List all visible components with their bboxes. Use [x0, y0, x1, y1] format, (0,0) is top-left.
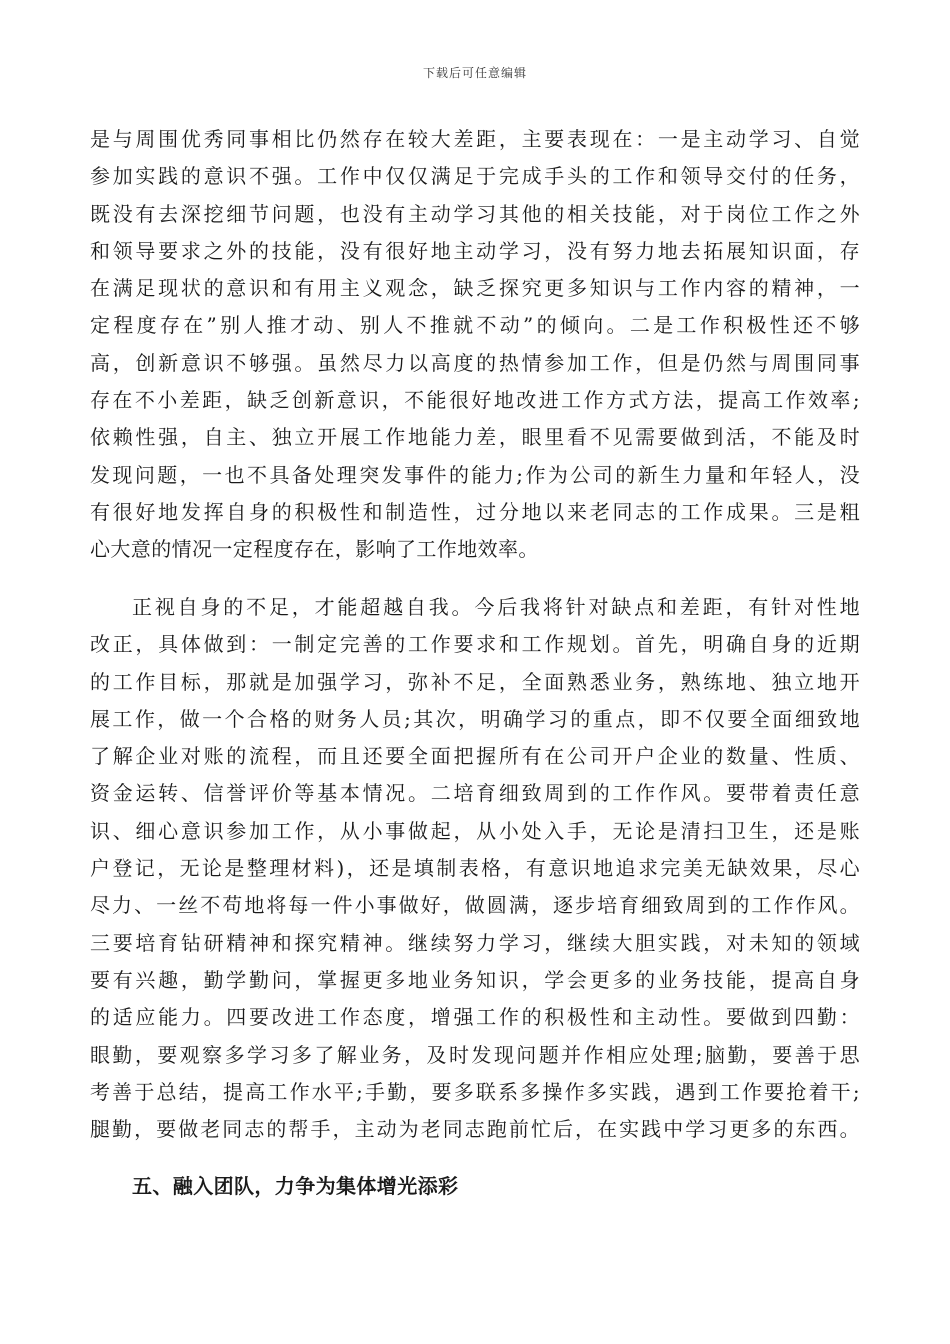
text-line: 的适应能力。四要改进工作态度，增强工作的积极性和主动性。要做到四勤： — [90, 1005, 860, 1030]
text-line: 要有兴趣，勤学勤问，掌握更多地业务知识，学会更多的业务技能，提高自身 — [90, 967, 860, 992]
text-line: 心大意的情况一定程度存在，影响了工作地效率。 — [90, 537, 539, 562]
text-line: 尽力、一丝不苟地将每一件小事做好，做圆满，逐步培育细致周到的工作作风。 — [90, 893, 860, 918]
text-line: 依赖性强，自主、独立开展工作地能力差，眼里看不见需要做到活，不能及时 — [90, 425, 860, 450]
section-heading: 五、融入团队，力争为集体增光添彩 — [132, 1174, 459, 1198]
text-line: 腿勤，要做老同志的帮手，主动为老同志跑前忙后，在实践中学习更多的东西。 — [90, 1117, 860, 1142]
text-line: 展工作，做一个合格的财务人员;其次，明确学习的重点，即不仅要全面细致地 — [90, 706, 860, 731]
text-line: 参加实践的意识不强。工作中仅仅满足于完成手头的工作和领导交付的任务， — [90, 164, 860, 189]
text-line: 了解企业对账的流程，而且还要全面把握所有在公司开户企业的数量、性质、 — [90, 744, 860, 769]
text-line: 资金运转、信誉评价等基本情况。二培育细致周到的工作作风。要带着责任意 — [90, 781, 860, 806]
text-line: 正视自身的不足，才能超越自我。今后我将针对缺点和差距，有针对性地 — [132, 595, 860, 619]
text-line: 改正，具体做到：一制定完善的工作要求和工作规划。首先，明确自身的近期 — [90, 632, 860, 657]
text-line: 定程度存在”别人推才动、别人不推就不动”的倾向。二是工作积极性还不够 — [90, 313, 860, 338]
text-line: 在满足现状的意识和有用主义观念，缺乏探究更多知识与工作内容的精神，一 — [90, 276, 860, 301]
text-line: 是与周围优秀同事相比仍然存在较大差距，主要表现在：一是主动学习、自觉 — [90, 127, 860, 151]
text-line: 户登记，无论是整理材料)，还是填制表格，有意识地追求完美无缺效果，尽心 — [90, 856, 860, 881]
text-line: 的工作目标，那就是加强学习，弥补不足，全面熟悉业务，熟练地、独立地开 — [90, 669, 860, 694]
page-header: 下载后可任意编辑 — [422, 66, 527, 80]
text-line: 识、细心意识参加工作，从小事做起，从小处入手，无论是清扫卫生，还是账 — [90, 818, 860, 843]
paragraph-1 — [90, 121, 860, 569]
text-line: 三要培育钻研精神和探究精神。继续努力学习，继续大胆实践，对未知的领域 — [90, 930, 860, 955]
text-line: 存在不小差距，缺乏创新意识，不能很好地改进工作方式方法，提高工作效率; — [90, 388, 860, 413]
paragraph-2 — [90, 589, 860, 1148]
text-line: 高，创新意识不够强。虽然尽力以高度的热情参加工作，但是仍然与周围同事 — [90, 350, 860, 375]
text-line: 有很好地发挥自身的积极性和制造性，过分地以来老同志的工作成果。三是粗 — [90, 499, 860, 524]
text-line: 既没有去深挖细节问题，也没有主动学习其他的相关技能，对于岗位工作之外 — [90, 201, 860, 226]
text-line: 眼勤，要观察多学习多了解业务，及时发现问题并作相应处理;脑勤，要善于思 — [90, 1042, 860, 1067]
text-line: 考善于总结，提高工作水平;手勤，要多联系多操作多实践，遇到工作要抢着干; — [90, 1079, 860, 1104]
text-line: 发现问题，一也不具备处理突发事件的能力;作为公司的新生力量和年轻人，没 — [90, 462, 860, 487]
text-line: 和领导要求之外的技能，没有很好地主动学习，没有努力地去拓展知识面，存 — [90, 238, 860, 263]
